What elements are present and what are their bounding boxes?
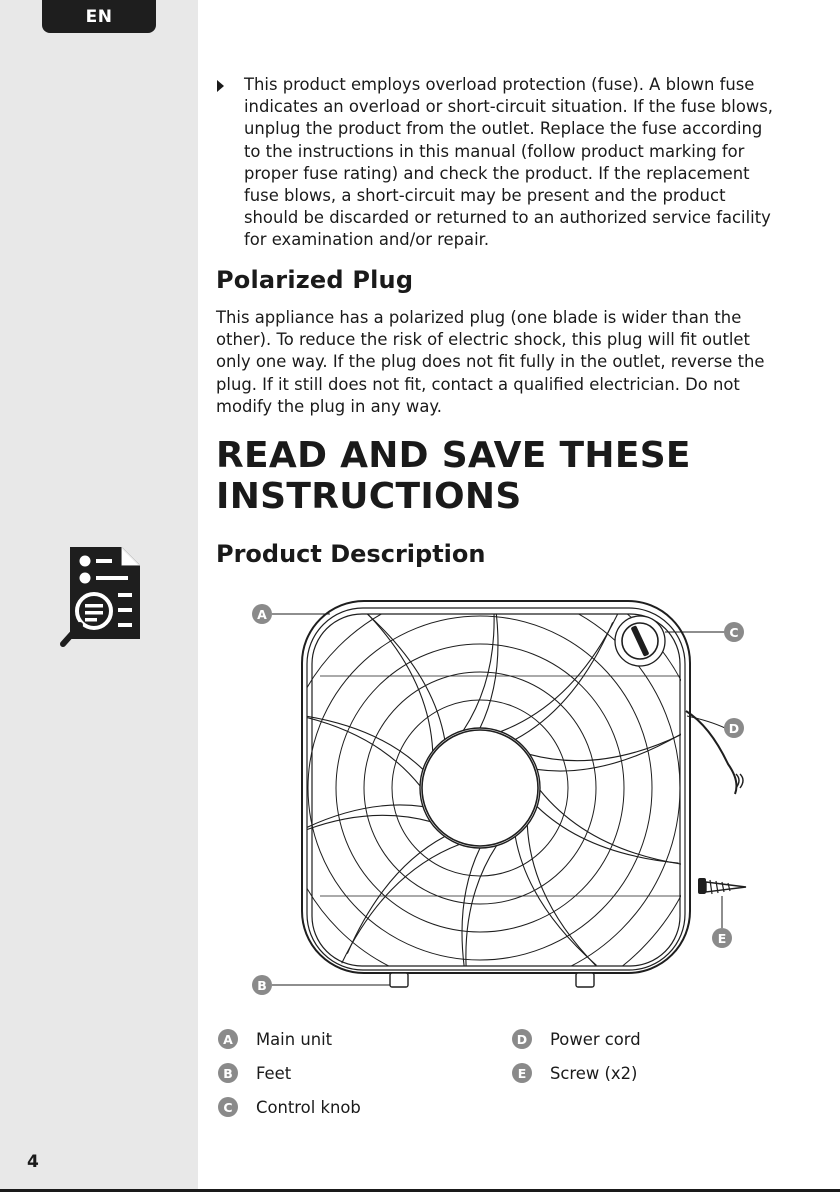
legend-letter: C — [218, 1097, 238, 1117]
polarized-plug-text: This appliance has a polarized plug (one blade is wider than the other). To reduce the risk of electric shock, this plug will fit outlet only one way. If the plug does not fit fully in the outlet, reverse the plug. If it still does not fit, contact a qualified electrician. Do not modify the plug in any way. — [216, 308, 765, 416]
callout-c: C — [724, 622, 744, 642]
page-number: 4 — [27, 1152, 39, 1172]
product-description-heading: Product Description — [216, 540, 486, 568]
legend-item-power-cord — [512, 1029, 641, 1049]
polarized-plug-heading: Polarized Plug — [216, 266, 414, 294]
fan-hub — [422, 730, 538, 846]
legend-letter: B — [218, 1063, 238, 1083]
legend-label: Feet — [256, 1063, 292, 1083]
fuse-warning-bullet — [216, 74, 782, 252]
box-fan-illustration — [240, 596, 760, 996]
callout-a: A — [252, 604, 272, 624]
document-search-icon — [58, 545, 142, 651]
legend-label: Control knob — [256, 1097, 361, 1117]
legend-label: Main unit — [256, 1029, 333, 1049]
legend-item-main-unit — [218, 1029, 332, 1049]
legend-label: Screw (x2) — [550, 1063, 638, 1083]
legend-item-screw — [512, 1063, 637, 1083]
callout-b: B — [252, 975, 272, 995]
foot-right — [576, 973, 594, 987]
legend-item-control-knob — [218, 1097, 361, 1117]
screw — [698, 878, 746, 894]
language-tab: EN — [42, 0, 156, 33]
legend-label: Power cord — [550, 1029, 641, 1049]
legend-letter: A — [218, 1029, 238, 1049]
foot-left — [390, 973, 408, 987]
callout-e: E — [712, 928, 732, 948]
control-knob — [615, 616, 665, 666]
legend-letter: E — [512, 1063, 532, 1083]
legend-item-feet — [218, 1063, 291, 1083]
callout-d: D — [724, 718, 744, 738]
bullet-marker — [217, 80, 224, 92]
legend-letter: D — [512, 1029, 532, 1049]
fuse-warning-text: This product employs overload protection (fuse). A blown fuse indicates an overload or short-circuit situation. If the fuse blows, unplug the product from the outlet. Replace the fuse according to the instructions in this manual (follow product marking for proper fuse rating) and check the product. If the replacement fuse blows, a short-circuit may be present and the product should be discarded or returned to an authorized service facility for examination and/or repair. — [244, 75, 774, 250]
save-instructions-heading: READ AND SAVE THESE INSTRUCTIONS — [216, 435, 691, 517]
